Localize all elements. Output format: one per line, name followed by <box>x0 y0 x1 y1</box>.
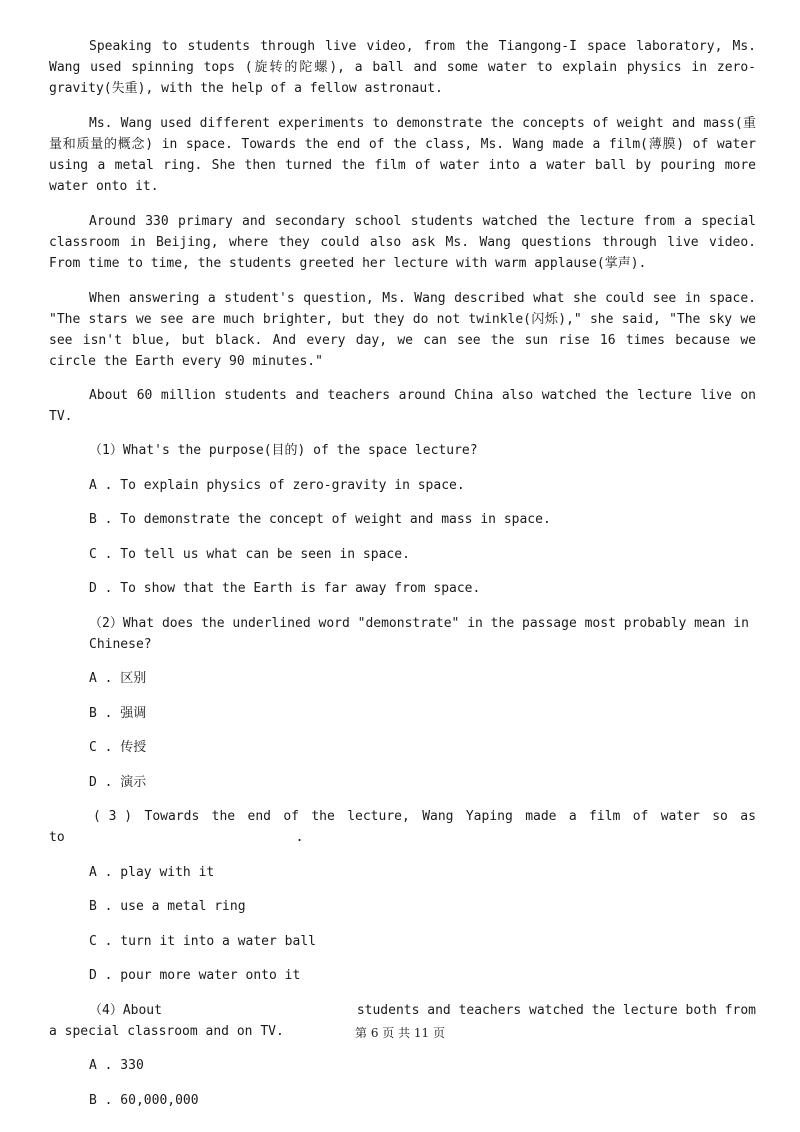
question-3-option-d[interactable]: D . pour more water onto it <box>89 968 301 983</box>
q3-word: the <box>311 809 335 824</box>
q3-word: of <box>632 809 649 824</box>
q3-period: . <box>295 830 304 845</box>
question-3-option-c[interactable]: C . turn it into a water ball <box>89 933 316 949</box>
answer-blank[interactable] <box>162 1000 357 1021</box>
passage-paragraph-2: Ms. Wang used different experiments to demonstrate the concepts of weight and mass(重量和质量的概念) in space. Towards the end of the class, Ms. Wang made a film(薄膜) of water using a metal ring. She then turned the film of water into a water ball by pouring more water onto it. <box>49 116 756 194</box>
page-footer: 第 6 页 共 11 页 <box>355 1026 445 1040</box>
q3-word: film <box>589 809 621 824</box>
q3-word: a <box>568 809 577 824</box>
question-2-stem: （2）What does the underlined word "demonstrate" in the passage most probably mean in Chinese? <box>89 615 749 652</box>
question-2-option-d[interactable]: D . 演示 <box>89 774 147 790</box>
q3-word: the <box>211 809 236 824</box>
passage-paragraph-3: Around 330 primary and secondary school students watched the lecture from a special classroom in Beijing, where they could also ask Ms. Wang questions through live video. From time to time, the students greeted her lecture with warm applause(掌声). <box>49 214 756 271</box>
page-content <box>49 36 756 1124</box>
question-2-option-a[interactable]: A . 区别 <box>89 671 147 686</box>
question-3-stem-line-1 <box>49 806 756 827</box>
question-4-stem-line-2: a special classroom and on TV. <box>49 1023 284 1039</box>
q3-word: made <box>525 809 557 824</box>
question-1-option-c[interactable]: C . To tell us what can be seen in space. <box>89 546 410 562</box>
question-3-stem <box>49 806 756 848</box>
question-2-option-c[interactable]: C . 传授 <box>89 740 147 755</box>
question-4-option-b[interactable]: B . 60,000,000 <box>89 1092 199 1108</box>
q3-word: Yaping <box>465 809 513 824</box>
question-1-option-a[interactable]: A . To explain physics of zero-gravity in space. <box>89 477 465 493</box>
question-1-option-d[interactable]: D . To show that the Earth is far away from space. <box>89 581 481 596</box>
q3-word: water <box>660 809 700 824</box>
question-2-option-b[interactable]: B . 强调 <box>89 705 147 721</box>
q3-word: as <box>740 809 756 824</box>
q4-stem-start: （4）About <box>89 1002 162 1018</box>
question-3-option-a[interactable]: A . play with it <box>89 864 215 880</box>
passage-paragraph-5: About 60 million students and teachers around China also watched the lecture live on TV. <box>49 388 756 424</box>
q3-word: ( 3 ) <box>93 809 133 824</box>
question-3-option-b[interactable]: B . use a metal ring <box>89 899 246 914</box>
question-4-option-a[interactable]: A . 330 <box>89 1058 144 1073</box>
q3-word: of <box>283 809 299 824</box>
q3-word: Wang <box>422 809 454 824</box>
q3-line2-text: to <box>49 830 65 845</box>
q3-word: Towards <box>144 809 200 824</box>
passage-paragraph-1: Speaking to students through live video, from the Tiangong-I space laboratory, Ms. Wang used spinning tops (旋转的陀螺), a ball and some water to explain physics in zero-gravity(失重), with the help of a fellow astronaut. <box>49 39 756 96</box>
q3-word: end <box>247 809 271 824</box>
question-1-stem: （1）What's the purpose(目的) of the space lecture? <box>89 443 478 458</box>
question-1-option-b[interactable]: B . To demonstrate the concept of weight and mass in space. <box>89 512 551 527</box>
q3-word: so <box>712 809 728 824</box>
q4-stem-end: students and teachers watched the lecture both from <box>356 1002 756 1018</box>
passage-paragraph-4: When answering a student's question, Ms. Wang described what she could see in space. "The stars we see are much brighter, but they do not twinkle(闪烁)," she said, "The sky we see isn't blue, but black. And every day, we can see the sun rise 16 times because we circle the Earth every 90 minutes." <box>49 291 756 369</box>
question-3-stem-line-2 <box>49 827 756 848</box>
q3-word: lecture, <box>347 809 410 824</box>
question-4-stem-line-1 <box>49 1000 756 1021</box>
